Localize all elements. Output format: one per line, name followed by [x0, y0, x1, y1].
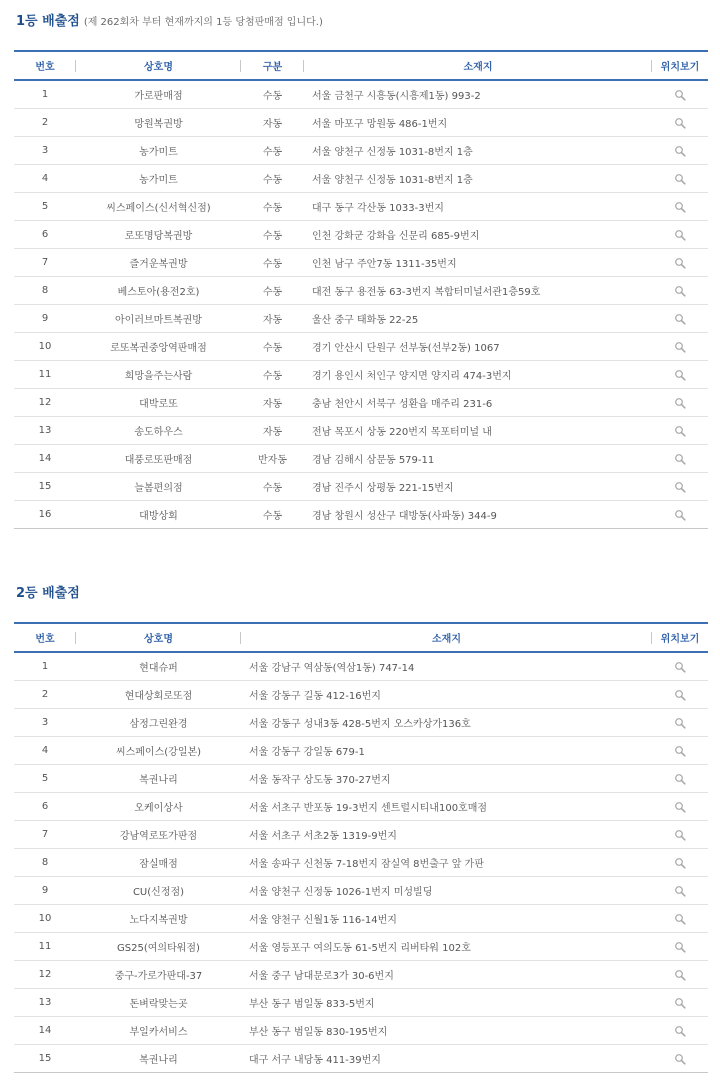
magnifier-icon[interactable]: [674, 481, 686, 493]
magnifier-icon[interactable]: [674, 453, 686, 465]
header-number: 번호: [14, 623, 76, 652]
table-row: [14, 1045, 708, 1073]
cell-number: 4: [14, 737, 76, 765]
cell-address: 서울 양천구 신정동 1026-1번지 미성빌딩: [241, 877, 652, 905]
cell-location: [652, 905, 708, 933]
cell-address: 서울 서초구 서초2동 1319-9번지: [241, 821, 652, 849]
magnifier-icon[interactable]: [674, 689, 686, 701]
cell-address: 서울 중구 남대문로3가 30-6번지: [241, 961, 652, 989]
cell-number: 10: [14, 905, 76, 933]
cell-address: 경남 김해시 삼문동 579-11: [304, 445, 652, 473]
cell-location: [652, 961, 708, 989]
cell-number: 7: [14, 821, 76, 849]
cell-store-name: 송도하우스: [76, 417, 241, 445]
cell-store-name: 현대상회로또점: [76, 681, 241, 709]
cell-number: 1: [14, 652, 76, 681]
table-row: [14, 305, 708, 333]
cell-store-name: 농가미트: [76, 165, 241, 193]
table-row: [14, 501, 708, 529]
table-row: [14, 109, 708, 137]
cell-type: 수동: [241, 501, 304, 529]
table-row: [14, 905, 708, 933]
table-row: [14, 709, 708, 737]
cell-type: 수동: [241, 361, 304, 389]
cell-address: 서울 마포구 망원동 486-1번지: [304, 109, 652, 137]
cell-store-name: 돈벼락맞는곳: [76, 989, 241, 1017]
cell-number: 1: [14, 80, 76, 109]
cell-location: [652, 165, 708, 193]
cell-type: 수동: [241, 249, 304, 277]
cell-address: 경남 창원시 성산구 대방동(사파동) 344-9: [304, 501, 652, 529]
cell-number: 13: [14, 417, 76, 445]
cell-address: 전남 목포시 상동 220번지 목포터미널 내: [304, 417, 652, 445]
table-row: [14, 1017, 708, 1045]
table-row: [14, 681, 708, 709]
cell-address: 서울 강동구 길동 412-16번지: [241, 681, 652, 709]
cell-location: [652, 417, 708, 445]
cell-number: 15: [14, 473, 76, 501]
cell-address: 경남 진주시 상평동 221-15번지: [304, 473, 652, 501]
cell-address: 서울 양천구 신월1동 116-14번지: [241, 905, 652, 933]
second-prize-title: [16, 582, 80, 601]
table-row: [14, 249, 708, 277]
cell-location: [652, 793, 708, 821]
first-prize-note: (제 262회차 부터 현재까지의 1등 당첨판매점 입니다.): [83, 17, 323, 28]
cell-number: 15: [14, 1045, 76, 1073]
cell-address: 서울 동작구 상도동 370-27번지: [241, 765, 652, 793]
magnifier-icon[interactable]: [674, 145, 686, 157]
table-row: [14, 333, 708, 361]
magnifier-icon[interactable]: [674, 257, 686, 269]
cell-store-name: 로또명당복권방: [76, 221, 241, 249]
cell-number: 4: [14, 165, 76, 193]
cell-number: 6: [14, 221, 76, 249]
magnifier-icon[interactable]: [674, 857, 686, 869]
table-row: [14, 877, 708, 905]
cell-address: 경기 용인시 처인구 양지면 양지리 474-3번지: [304, 361, 652, 389]
table-row: [14, 765, 708, 793]
magnifier-icon[interactable]: [674, 1053, 686, 1065]
cell-location: [652, 249, 708, 277]
magnifier-icon[interactable]: [674, 997, 686, 1009]
cell-location: [652, 109, 708, 137]
cell-store-name: 로또복권중앙역판매점: [76, 333, 241, 361]
cell-address: 인천 남구 주안7동 1311-35번지: [304, 249, 652, 277]
first-prize-title-text: 1등 배출점: [16, 14, 80, 29]
cell-address: 인천 강화군 강화읍 신문리 685-9번지: [304, 221, 652, 249]
cell-store-name: 대박로또: [76, 389, 241, 417]
cell-store-name: 베스토아(용전2호): [76, 277, 241, 305]
magnifier-icon[interactable]: [674, 285, 686, 297]
cell-store-name: 대풍로또판매점: [76, 445, 241, 473]
magnifier-icon[interactable]: [674, 717, 686, 729]
first-prize-header-row: [14, 51, 708, 80]
cell-number: 9: [14, 877, 76, 905]
magnifier-icon[interactable]: [674, 341, 686, 353]
cell-location: [652, 765, 708, 793]
cell-number: 12: [14, 389, 76, 417]
cell-number: 14: [14, 445, 76, 473]
cell-address: 서울 강동구 강일동 679-1: [241, 737, 652, 765]
cell-address: 서울 금천구 시흥동(시흥제1동) 993-2: [304, 80, 652, 109]
cell-type: 자동: [241, 417, 304, 445]
cell-type: 자동: [241, 305, 304, 333]
cell-store-name: 오케이상사: [76, 793, 241, 821]
cell-type: 수동: [241, 137, 304, 165]
magnifier-icon[interactable]: [674, 913, 686, 925]
cell-store-name: 노다지복권방: [76, 905, 241, 933]
cell-location: [652, 277, 708, 305]
second-prize-header-row: [14, 623, 708, 652]
cell-type: 자동: [241, 389, 304, 417]
cell-location: [652, 80, 708, 109]
cell-number: 2: [14, 681, 76, 709]
cell-store-name: 희망을주는사람: [76, 361, 241, 389]
table-row: [14, 989, 708, 1017]
cell-address: 대구 동구 각산동 1033-3번지: [304, 193, 652, 221]
cell-number: 14: [14, 1017, 76, 1045]
magnifier-icon[interactable]: [674, 425, 686, 437]
cell-type: 수동: [241, 193, 304, 221]
table-row: [14, 165, 708, 193]
cell-store-name: 즐거운복권방: [76, 249, 241, 277]
first-prize-title: [16, 10, 323, 29]
cell-number: 12: [14, 961, 76, 989]
cell-type: 수동: [241, 165, 304, 193]
header-type: 구분: [241, 51, 304, 80]
cell-number: 5: [14, 193, 76, 221]
cell-store-name: 대방상회: [76, 501, 241, 529]
cell-address: 서울 서초구 반포동 19-3번지 센트럴시티내100호매점: [241, 793, 652, 821]
first-prize-table: [14, 50, 708, 529]
second-prize-title-text: 2등 배출점: [16, 586, 80, 601]
magnifier-icon[interactable]: [674, 369, 686, 381]
cell-address: 울산 중구 태화동 22-25: [304, 305, 652, 333]
cell-number: 3: [14, 137, 76, 165]
cell-number: 8: [14, 277, 76, 305]
cell-number: 9: [14, 305, 76, 333]
magnifier-icon[interactable]: [674, 885, 686, 897]
magnifier-icon[interactable]: [674, 117, 686, 129]
magnifier-icon[interactable]: [674, 829, 686, 841]
table-row: [14, 193, 708, 221]
cell-store-name: 가로판매점: [76, 80, 241, 109]
cell-location: [652, 709, 708, 737]
cell-location: [652, 389, 708, 417]
cell-number: 2: [14, 109, 76, 137]
magnifier-icon[interactable]: [674, 969, 686, 981]
cell-address: 대전 동구 용전동 63-3번지 복합터미널서관1층59호: [304, 277, 652, 305]
magnifier-icon[interactable]: [674, 941, 686, 953]
table-row: [14, 849, 708, 877]
cell-location: [652, 652, 708, 681]
cell-type: 수동: [241, 473, 304, 501]
cell-store-name: 중구-가로가판대-37: [76, 961, 241, 989]
header-location: 위치보기: [652, 51, 708, 80]
cell-location: [652, 501, 708, 529]
cell-location: [652, 137, 708, 165]
cell-address: 부산 동구 범일동 833-5번지: [241, 989, 652, 1017]
cell-store-name: CU(신정점): [76, 877, 241, 905]
cell-location: [652, 737, 708, 765]
cell-store-name: 망원복권방: [76, 109, 241, 137]
cell-store-name: 잠실매점: [76, 849, 241, 877]
magnifier-icon[interactable]: [674, 173, 686, 185]
cell-store-name: GS25(여의타워점): [76, 933, 241, 961]
cell-address: 부산 동구 범일동 830-195번지: [241, 1017, 652, 1045]
cell-store-name: 아이러브마트복권방: [76, 305, 241, 333]
cell-number: 6: [14, 793, 76, 821]
cell-location: [652, 681, 708, 709]
cell-location: [652, 305, 708, 333]
table-row: [14, 737, 708, 765]
table-row: [14, 961, 708, 989]
cell-address: 충남 천안시 서북구 성환읍 매주리 231-6: [304, 389, 652, 417]
cell-type: 수동: [241, 80, 304, 109]
cell-store-name: 강남역로또가판점: [76, 821, 241, 849]
table-row: [14, 445, 708, 473]
table-row: [14, 277, 708, 305]
cell-number: 13: [14, 989, 76, 1017]
magnifier-icon[interactable]: [674, 397, 686, 409]
cell-store-name: 늘봄편의점: [76, 473, 241, 501]
cell-location: [652, 1045, 708, 1073]
magnifier-icon[interactable]: [674, 509, 686, 521]
cell-number: 3: [14, 709, 76, 737]
cell-store-name: 씨스페이스(신서혁신점): [76, 193, 241, 221]
magnifier-icon[interactable]: [674, 313, 686, 325]
cell-store-name: 복권나리: [76, 765, 241, 793]
magnifier-icon[interactable]: [674, 661, 686, 673]
cell-location: [652, 473, 708, 501]
table-row: [14, 821, 708, 849]
cell-location: [652, 989, 708, 1017]
cell-number: 8: [14, 849, 76, 877]
magnifier-icon[interactable]: [674, 89, 686, 101]
cell-location: [652, 361, 708, 389]
table-row: [14, 473, 708, 501]
table-row: [14, 80, 708, 109]
cell-location: [652, 193, 708, 221]
cell-type: 수동: [241, 333, 304, 361]
cell-address: 서울 송파구 신천동 7-18번지 잠실역 8번출구 앞 가판: [241, 849, 652, 877]
cell-store-name: 복권나리: [76, 1045, 241, 1073]
magnifier-icon[interactable]: [674, 801, 686, 813]
cell-address: 서울 양천구 신정동 1031-8번지 1층: [304, 165, 652, 193]
cell-store-name: 삼정그린완경: [76, 709, 241, 737]
cell-location: [652, 1017, 708, 1045]
table-row: [14, 793, 708, 821]
cell-number: 16: [14, 501, 76, 529]
cell-type: 자동: [241, 109, 304, 137]
header-address: 소재지: [241, 623, 652, 652]
header-address: 소재지: [304, 51, 652, 80]
magnifier-icon[interactable]: [674, 745, 686, 757]
cell-number: 7: [14, 249, 76, 277]
cell-number: 11: [14, 361, 76, 389]
cell-number: 5: [14, 765, 76, 793]
header-location: 위치보기: [652, 623, 708, 652]
cell-location: [652, 821, 708, 849]
cell-location: [652, 445, 708, 473]
table-row: [14, 417, 708, 445]
cell-location: [652, 849, 708, 877]
cell-type: 수동: [241, 221, 304, 249]
cell-location: [652, 933, 708, 961]
cell-number: 11: [14, 933, 76, 961]
cell-store-name: 씨스페이스(강일본): [76, 737, 241, 765]
magnifier-icon[interactable]: [674, 773, 686, 785]
cell-address: 서울 양천구 신정동 1031-8번지 1층: [304, 137, 652, 165]
cell-store-name: 현대슈퍼: [76, 652, 241, 681]
cell-location: [652, 221, 708, 249]
cell-address: 대구 서구 내당동 411-39번지: [241, 1045, 652, 1073]
cell-type: 수동: [241, 277, 304, 305]
second-prize-table: [14, 622, 708, 1073]
header-store-name: 상호명: [76, 623, 241, 652]
cell-address: 서울 강남구 역삼동(역삼1동) 747-14: [241, 652, 652, 681]
magnifier-icon[interactable]: [674, 229, 686, 241]
header-store-name: 상호명: [76, 51, 241, 80]
magnifier-icon[interactable]: [674, 201, 686, 213]
header-number: 번호: [14, 51, 76, 80]
cell-address: 서울 영등포구 여의도동 61-5번지 리버타워 102호: [241, 933, 652, 961]
cell-location: [652, 333, 708, 361]
table-row: [14, 137, 708, 165]
table-row: [14, 221, 708, 249]
cell-type: 반자동: [241, 445, 304, 473]
table-row: [14, 389, 708, 417]
table-row: [14, 361, 708, 389]
table-row: [14, 652, 708, 681]
cell-location: [652, 877, 708, 905]
table-row: [14, 933, 708, 961]
cell-address: 서울 강동구 성내3동 428-5번지 오스카상가136호: [241, 709, 652, 737]
cell-store-name: 농가미트: [76, 137, 241, 165]
cell-store-name: 부일카서비스: [76, 1017, 241, 1045]
cell-address: 경기 안산시 단원구 선부동(선부2동) 1067: [304, 333, 652, 361]
cell-number: 10: [14, 333, 76, 361]
magnifier-icon[interactable]: [674, 1025, 686, 1037]
